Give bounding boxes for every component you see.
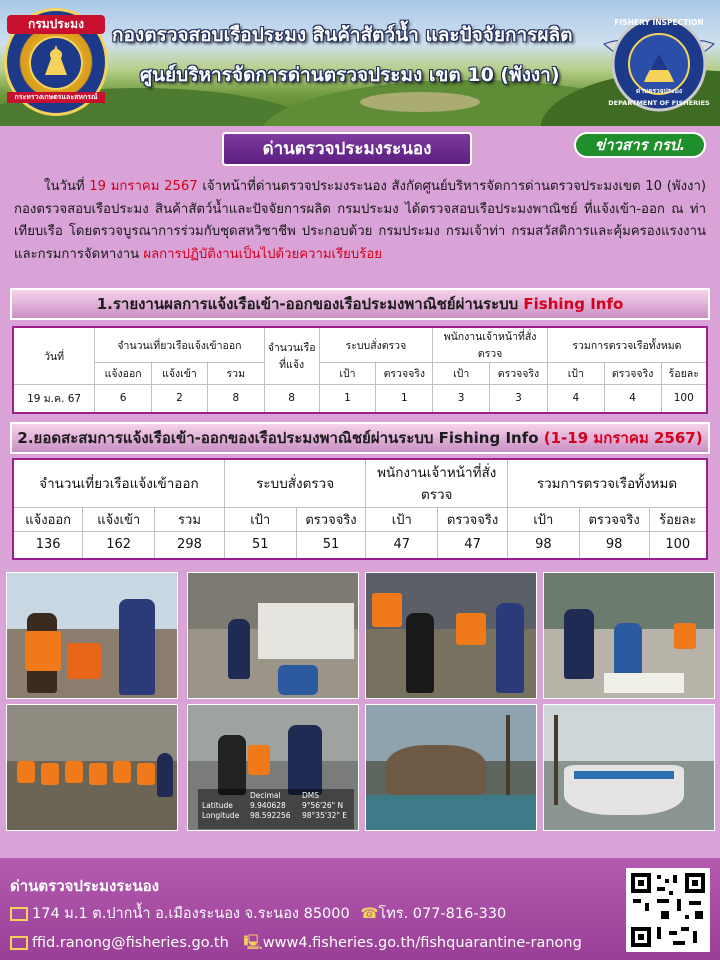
news-badge: ข่าวสาร กรป.	[574, 132, 706, 158]
header-title: กองตรวจสอบเรือประมง สินค้าสัตว์น้ำ และปัจจัยการผลิต	[112, 24, 573, 46]
section2-title: 2.ยอดสะสมการแจ้งเรือเข้า-ออกของเรือประมงพาณิชย์ผ่านระบบ Fishing Info (1-19 มกราคม 2567)	[10, 422, 710, 454]
photo-moored-fishing-boat	[543, 704, 715, 831]
table-row: 19 ม.ค. 67 6 2 8 8 1 1 3 3 4 4 100	[13, 385, 707, 413]
fishery-inspection-logo: FISHERY INSPECTION ด่านตรวจประมง DEPARTMENT OF FISHERIES	[600, 4, 718, 122]
header-subtitle: ศูนย์บริหารจัดการด่านตรวจประมง เขต 10 (พังงา)	[140, 64, 560, 86]
computer-icon: 🖳	[243, 935, 263, 951]
photo-group-line-up	[6, 704, 178, 831]
report-date: 19 มกราคม 2567	[89, 179, 198, 194]
photo-document-check	[543, 572, 715, 699]
footer	[0, 858, 720, 960]
department-seal-logo: กรมประมง กระทรวงเกษตรและสหกรณ์	[4, 8, 108, 116]
result-statement: ผลการปฏิบัติงานเป็นไปด้วยความเรียบร้อย	[143, 246, 382, 262]
website-link[interactable]: www4.fisheries.go.th/fishquarantine-ranong	[262, 935, 582, 951]
photo-crew-life-jackets	[365, 572, 537, 699]
footer-contact-line	[10, 932, 582, 957]
intro-paragraph: ในวันที่ 19 มกราคม 2567 เจ้าหน้าที่ด่านตรวจประมงระนอง สังกัดศูนย์บริหารจัดการด่านตรวจประมงเขต 10 (พังงา) กองตรวจสอบเรือประมง สินค้าสัตว์น้ำและปัจจัยการผลิต กรมประมง ได้ตรวจสอบเรือประมงพาณิชย์ ที่แจ้งเข้า-ออก ณ ท่าเทียบเรือ โดยตรวจบูรณาการร่วมกับชุดสหวิชาชีพ ประกอบด้วย กรมประมง กรมเจ้าท่า กรมสวัสดิการและคุ้มครองแรงงาน และกรมการจัดหางาน ผลการปฏิบัติงานเป็นไปด้วยความเรียบร้อย	[14, 179, 706, 262]
page-title: ด่านตรวจประมงระนอง	[222, 132, 472, 166]
section1-title: 1.รายงานผลการแจ้งเรือเข้า-ออกของเรือประมงพาณิชย์ผ่านระบบ Fishing Info	[10, 288, 710, 320]
phone-icon: ☎	[360, 906, 379, 922]
photo-officers-inspecting-vests	[6, 572, 178, 699]
header-banner	[0, 0, 720, 126]
email-link[interactable]: ffid.ranong@fisheries.go.th	[32, 935, 229, 951]
email-icon	[10, 936, 28, 950]
qr-code[interactable]	[626, 868, 710, 952]
daily-report-table: วันที่ จำนวนเที่ยวเรือแจ้งเข้าออก จำนวนเรือที่แจ้ง ระบบสั่งตรวจ พนักงานเจ้าหน้าที่สั่งตรวจ รวมการตรวจเรือทั้งหมด แจ้งออก แจ้งเข้า รวม เป้า ตรวจจริง เป้า ตรวจจริง เป้า ตรวจจริง ร้อยละ 19 ม.ค. 67 6 2 8 8 1 1 3 3 4 4 100	[12, 326, 708, 414]
photo-warehouse-sacks	[187, 572, 359, 699]
cumulative-report-table: จำนวนเที่ยวเรือแจ้งเข้าออก ระบบสั่งตรวจ พนักงานเจ้าหน้าที่สั่งตรวจ รวมการตรวจเรือทั้งหมด แจ้งออก แจ้งเข้า รวม เป้า ตรวจจริง เป้า ตรวจจริง เป้า ตรวจจริง ร้อยละ 136 162 298 51 51 47 47 98 98 100	[12, 458, 708, 560]
gps-stamp: Decimal DMS Latitude 9.940628 9°56'26" N Longitude 98.592256 98°35'32" E	[198, 789, 354, 829]
footer-office-name: ด่านตรวจประมงระนอง	[10, 877, 159, 895]
table-row: 136 162 298 51 51 47 47 98 98 100	[13, 531, 707, 559]
footer-address-line: 174 ม.1 ต.ปากน้ำ อ.เมืองระนอง จ.ระนอง 85000 ☎โทร. 077-816-330	[10, 902, 506, 925]
photo-gps-stamped-inspection	[187, 704, 359, 831]
address-icon	[10, 907, 28, 921]
photo-fishing-boat-nets	[365, 704, 537, 831]
